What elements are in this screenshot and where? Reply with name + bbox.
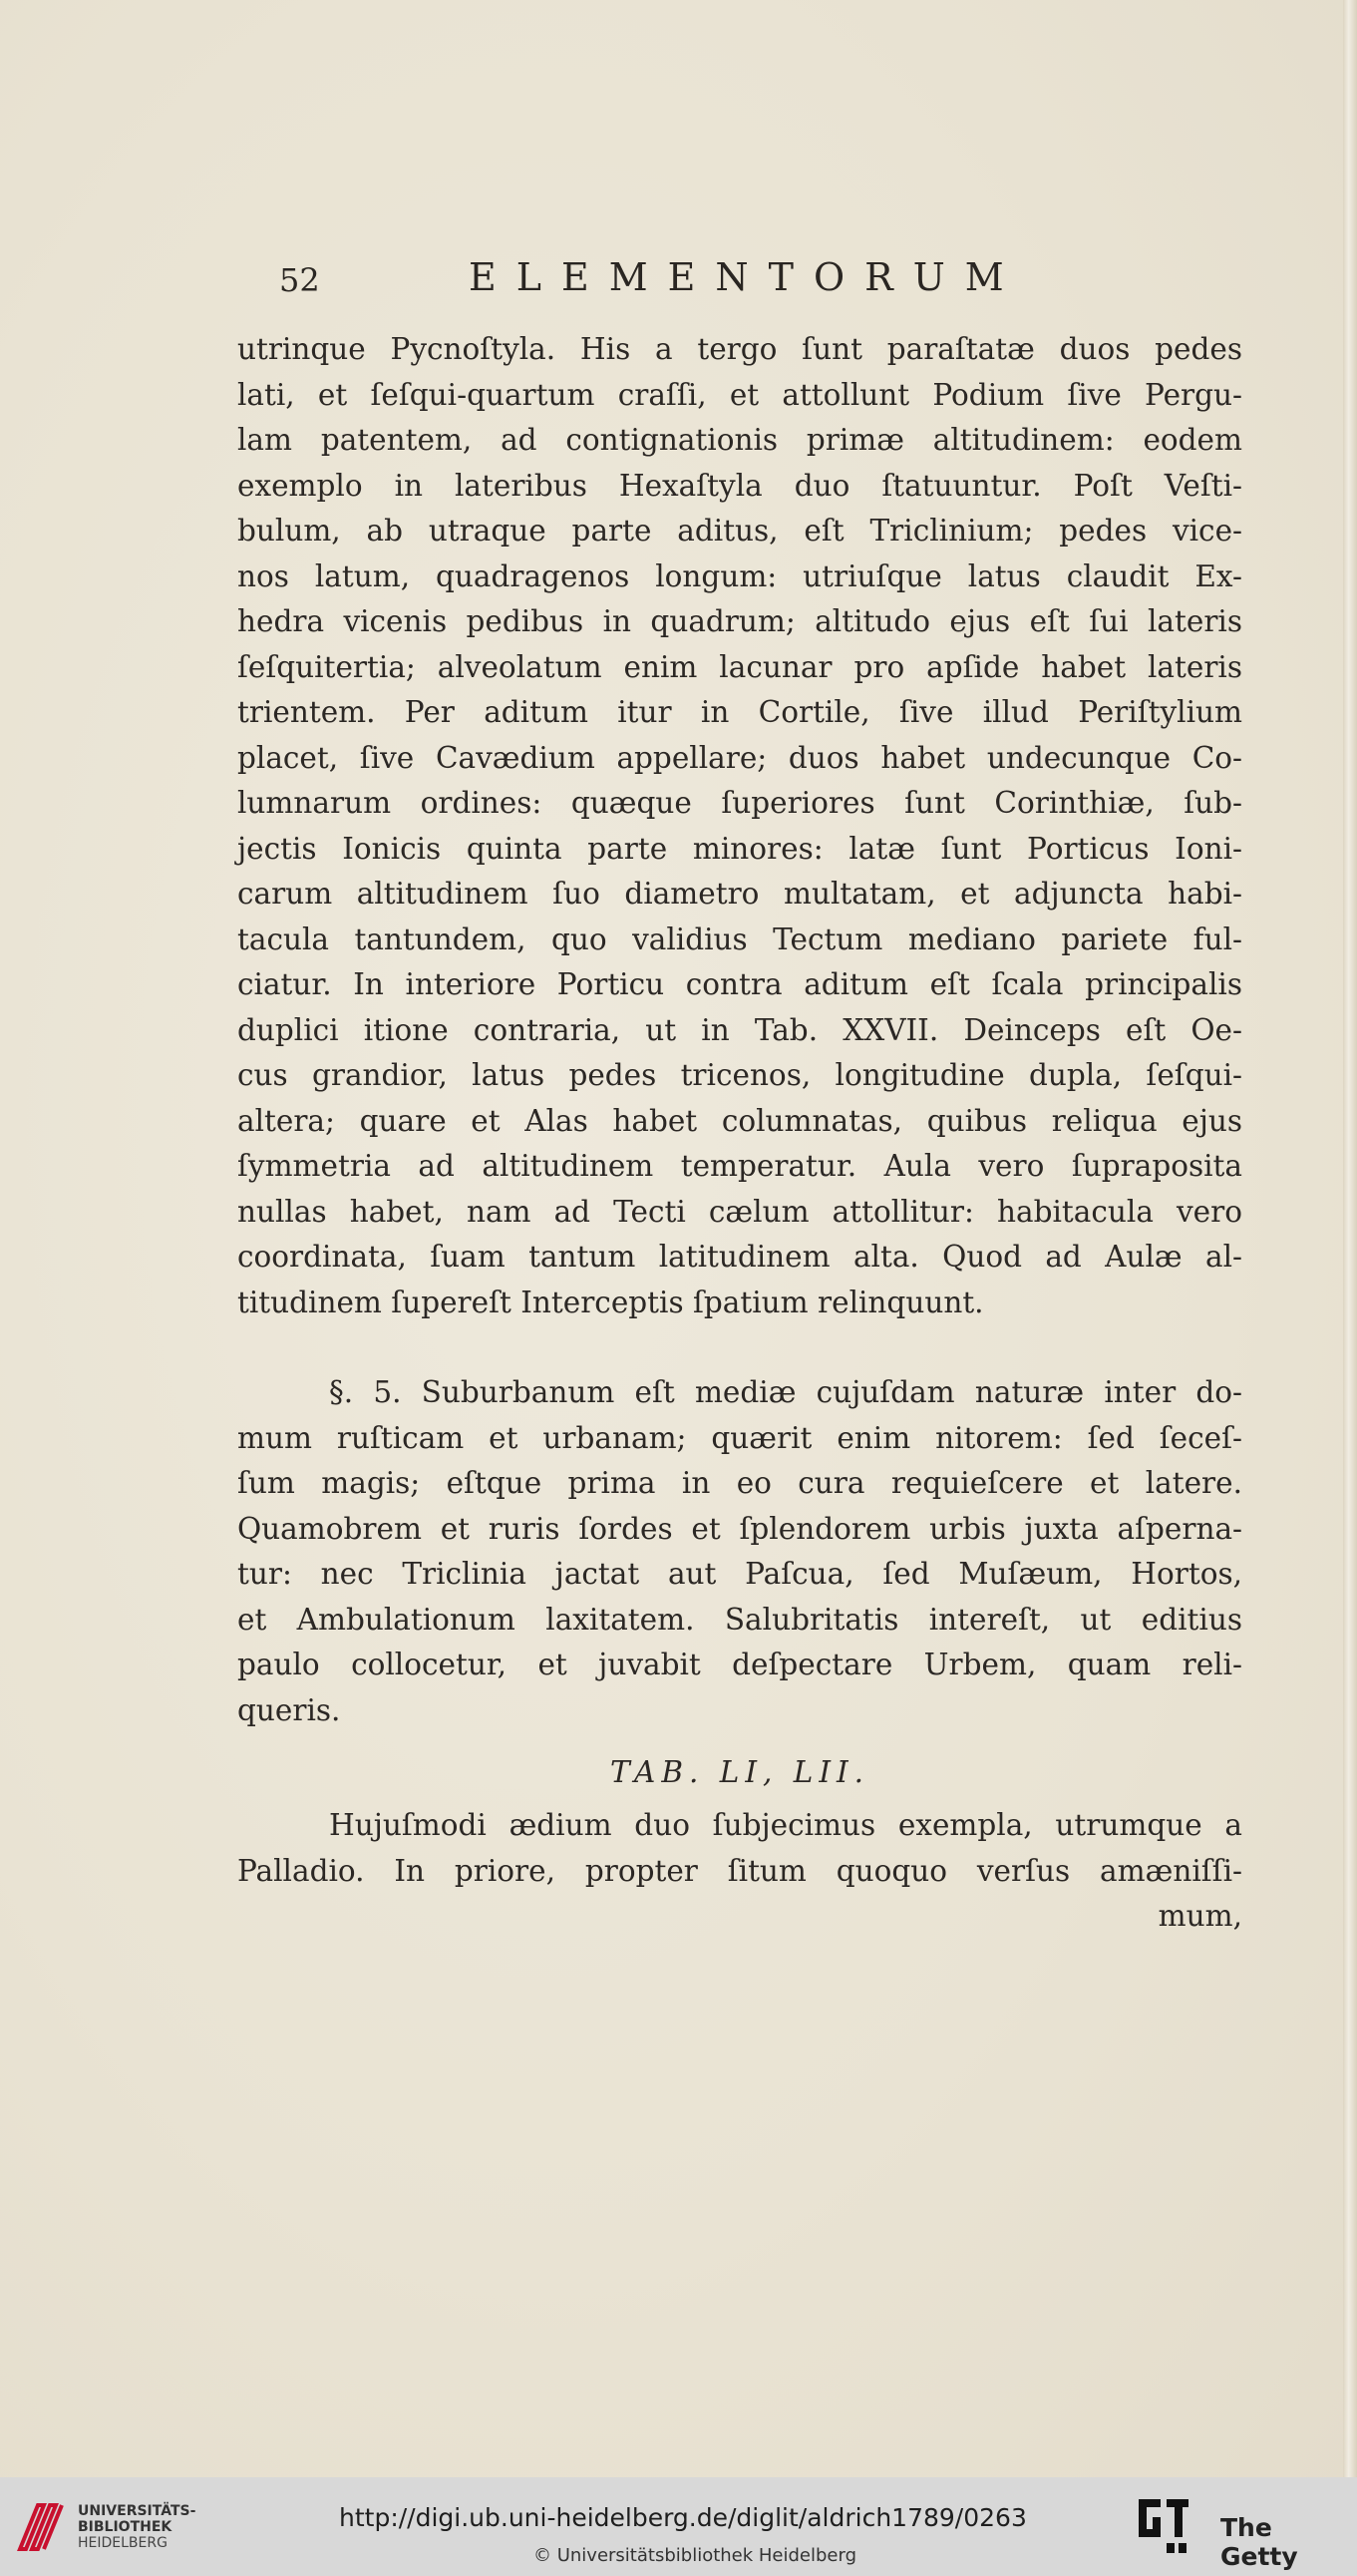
text-line: placet, ſive Cavædium appellare; duos habet undecunque Co- — [237, 740, 1242, 775]
library-name-line: BIBLIOTHEK — [78, 2519, 172, 2535]
copyright-notice: © Universitätsbibliothek Heidelberg — [533, 2545, 857, 2566]
text-line: et Ambulationum laxitatem. Salubritatis intereſt, ut editius — [237, 1602, 1242, 1637]
text-line: Quamobrem et ruris ſordes et ſplendorem urbis juxta aſperna- — [237, 1511, 1242, 1546]
text-line: Hujuſmodi ædium duo ſubjecimus exempla, utrumque a — [329, 1808, 1242, 1842]
text-line: ciatur. In interiore Porticu contra aditum eſt ſcala principalis — [237, 967, 1242, 1001]
library-name-line: UNIVERSITÄTS- — [78, 2503, 196, 2519]
text-line: hedra vicenis pedibus in quadrum; altitudo ejus eſt ſui lateris — [237, 604, 1242, 638]
text-line: nos latum, quadragenos longum: utriuſque latus claudit Ex- — [237, 558, 1242, 593]
paragraph-3 — [237, 1803, 1242, 1940]
text-line: bulum, ab utraque parte aditus, eſt Triclinium; pedes vice- — [237, 514, 1242, 548]
paragraph-gap — [237, 1325, 1242, 1370]
getty-logo-icon[interactable] — [1135, 2495, 1192, 2557]
text-line: queris. — [237, 1692, 341, 1727]
text-line: cus grandior, latus pedes tricenos, longitudine dupla, ſeſqui- — [237, 1058, 1242, 1092]
text-line: trientem. Per aditum itur in Cortile, ſive illud Periſtylium — [237, 695, 1242, 729]
university-library-logo-icon[interactable] — [14, 2497, 70, 2557]
page-header — [279, 255, 1037, 305]
section-heading: TAB. LI, LII. — [609, 1755, 870, 1789]
text-line: Palladio. In priore, propter ſitum quoquo verſus amæniſſi- — [237, 1853, 1242, 1888]
library-name — [78, 2503, 195, 2551]
text-line: lumnarum ordines: quæque ſuperiores ſunt Corinthiæ, ſub- — [237, 786, 1242, 820]
permalink-url[interactable]: http://digi.ub.uni-heidelberg.de/diglit/aldrich1789/0263 — [339, 2503, 1027, 2532]
text-line: tacula tantundem, quo validius Tectum mediano pariete ful- — [237, 921, 1242, 956]
running-title: ELEMENTORUM — [469, 255, 1024, 299]
text-line: ſymmetria ad altitudinem temperatur. Aula vero ſupraposita — [237, 1149, 1242, 1183]
paragraph-1 — [237, 327, 1242, 1325]
paragraph-2 — [237, 1370, 1242, 1733]
page-number: 52 — [279, 261, 320, 299]
body-text — [237, 327, 1242, 1940]
catchword: mum, — [1158, 1899, 1242, 1933]
text-line: utrinque Pycnoſtyla. His a tergo ſunt paraſtatæ duos pedes — [237, 332, 1242, 366]
page-edge — [1343, 0, 1357, 2477]
text-line: mum ruſticam et urbanam; quærit enim nitorem: ſed ſeceſ- — [237, 1420, 1242, 1455]
text-line: ſeſquitertia; alveolatum enim lacunar pro apſide habet lateris — [237, 649, 1242, 684]
text-line: §. 5. Suburbanum eſt mediæ cujuſdam naturæ inter do- — [329, 1375, 1242, 1409]
text-line: exemplo in lateribus Hexaſtyla duo ſtatuuntur. Poſt Veſti- — [237, 468, 1242, 503]
text-line: ſum magis; eſtque prima in eo cura requieſcere et latere. — [237, 1466, 1242, 1500]
text-line: paulo collocetur, et juvabit deſpectare Urbem, quam reli- — [237, 1648, 1242, 1681]
text-line: tur: nec Triclinia jactat aut Paſcua, ſed Muſæum, Hortos, — [237, 1557, 1242, 1591]
text-line: nullas habet, nam ad Tecti cælum attollitur: habitacula vero — [237, 1194, 1242, 1229]
getty-name: The Getty — [1220, 2513, 1298, 2571]
library-name-line: HEIDELBERG — [78, 2535, 168, 2551]
viewer-footer — [0, 2477, 1357, 2576]
text-line: altera; quare et Alas habet columnatas, quibus reliqua ejus — [237, 1103, 1242, 1138]
text-line: jectis Ionicis quinta parte minores: latæ ſunt Porticus Ioni- — [237, 831, 1242, 866]
text-line: coordinata, ſuam tantum latitudinem alta. Quod ad Aulæ al- — [237, 1240, 1242, 1274]
text-line: carum altitudinem ſuo diametro multatam, et adjuncta habi- — [237, 877, 1242, 911]
text-line: lati, et ſeſqui-quartum craſſi, et attollunt Podium ſive Pergu- — [237, 377, 1242, 412]
text-line: titudinem ſupereſt Interceptis ſpatium relinquunt. — [237, 1285, 984, 1319]
text-line: duplici itione contraria, ut in Tab. XXVII. Deinceps eſt Oe- — [237, 1012, 1242, 1047]
text-line: lam patentem, ad contignationis primæ altitudinem: eodem — [237, 423, 1242, 457]
